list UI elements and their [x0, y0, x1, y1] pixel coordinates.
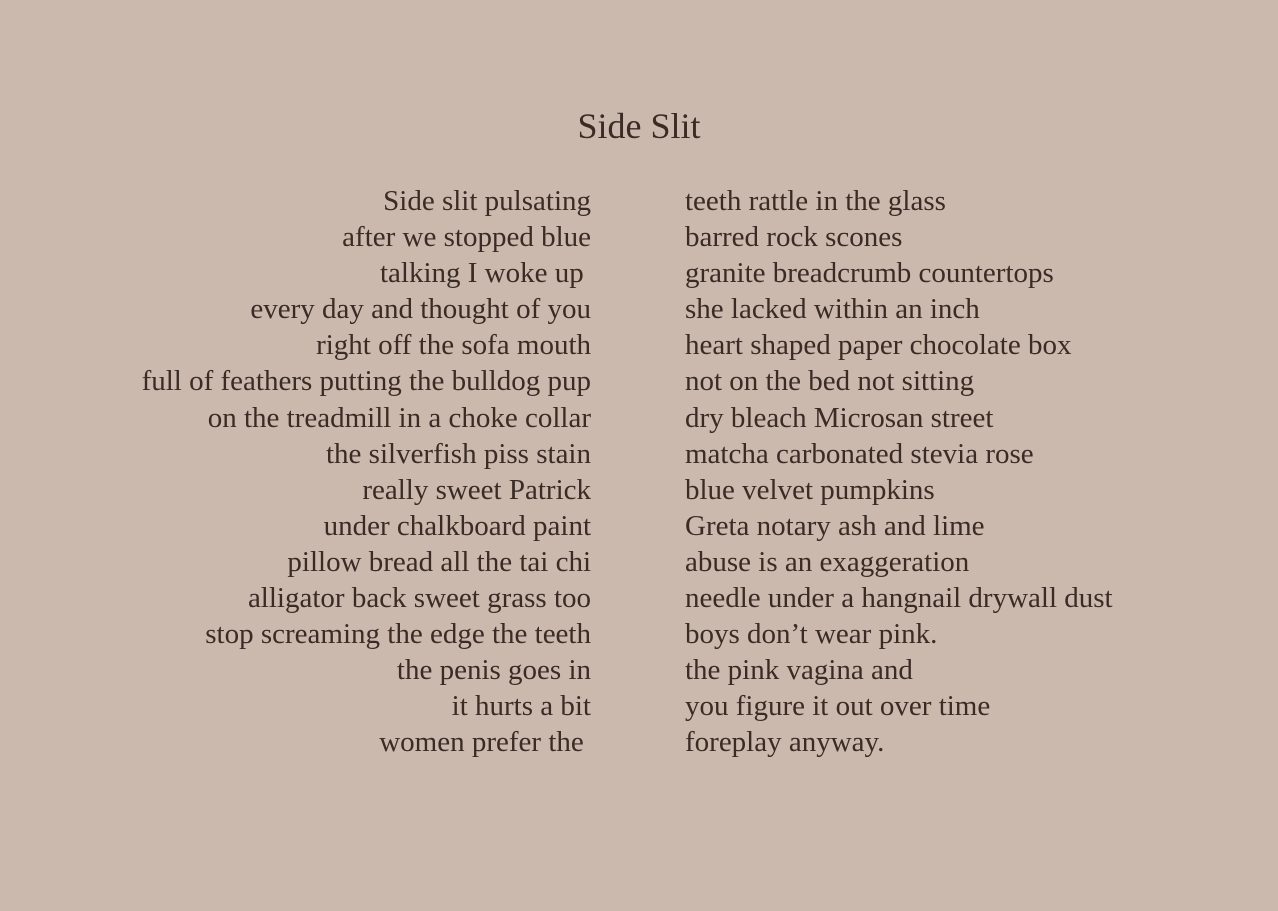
poem-line: the silverfish piss stain	[325, 437, 591, 470]
poem-line: teeth rattle in the glass	[685, 185, 946, 217]
poem-line: right off the sofa mouth	[316, 329, 591, 362]
poem-line: after we stopped blue	[342, 221, 591, 254]
poem-line: heart shaped paper chocolate box	[685, 329, 1072, 362]
poem-line: pillow bread all the tai chi	[287, 545, 591, 578]
poem-line: stop screaming the edge the teeth	[205, 618, 591, 651]
poem-line: on the treadmill in a choke collar	[207, 401, 591, 434]
poem-line: Greta notary ash and lime	[685, 509, 985, 542]
poem-line: abuse is an exaggeration	[685, 545, 970, 578]
poem-line: Side slit pulsating	[383, 185, 591, 217]
right-column	[685, 183, 1245, 761]
poem-line: foreplay anyway.	[685, 726, 885, 759]
poem-line: talking I woke up	[379, 257, 591, 290]
poem-line: barred rock scones	[685, 221, 903, 254]
poem-line: blue velvet pumpkins	[685, 473, 935, 506]
poem-line: not on the bed not sitting	[685, 365, 975, 398]
poem-line: women prefer the	[379, 726, 591, 759]
poem-line: she lacked within an inch	[685, 293, 980, 326]
left-column	[60, 183, 591, 761]
poem-line: under chalkboard paint	[323, 509, 591, 542]
poem-line: it hurts a bit	[451, 690, 591, 723]
poem-line: every day and thought of you	[250, 293, 591, 326]
poem-line: matcha carbonated stevia rose	[685, 437, 1034, 470]
poem-title: Side Slit	[577, 106, 701, 146]
poem-line: alligator back sweet grass too	[247, 582, 591, 615]
poem-line: granite breadcrumb countertops	[685, 257, 1054, 290]
poem-line: dry bleach Microsan street	[685, 401, 994, 434]
poem-line: really sweet Patrick	[362, 473, 591, 506]
poem-line: needle under a hangnail drywall dust	[685, 582, 1113, 615]
poem-line: you figure it out over time	[685, 690, 991, 723]
poem-line: the pink vagina and	[685, 654, 913, 687]
poem-line: the penis goes in	[396, 654, 591, 687]
poem-line: boys don’t wear pink.	[685, 618, 938, 651]
poem-line: full of feathers putting the bulldog pup	[141, 365, 591, 398]
